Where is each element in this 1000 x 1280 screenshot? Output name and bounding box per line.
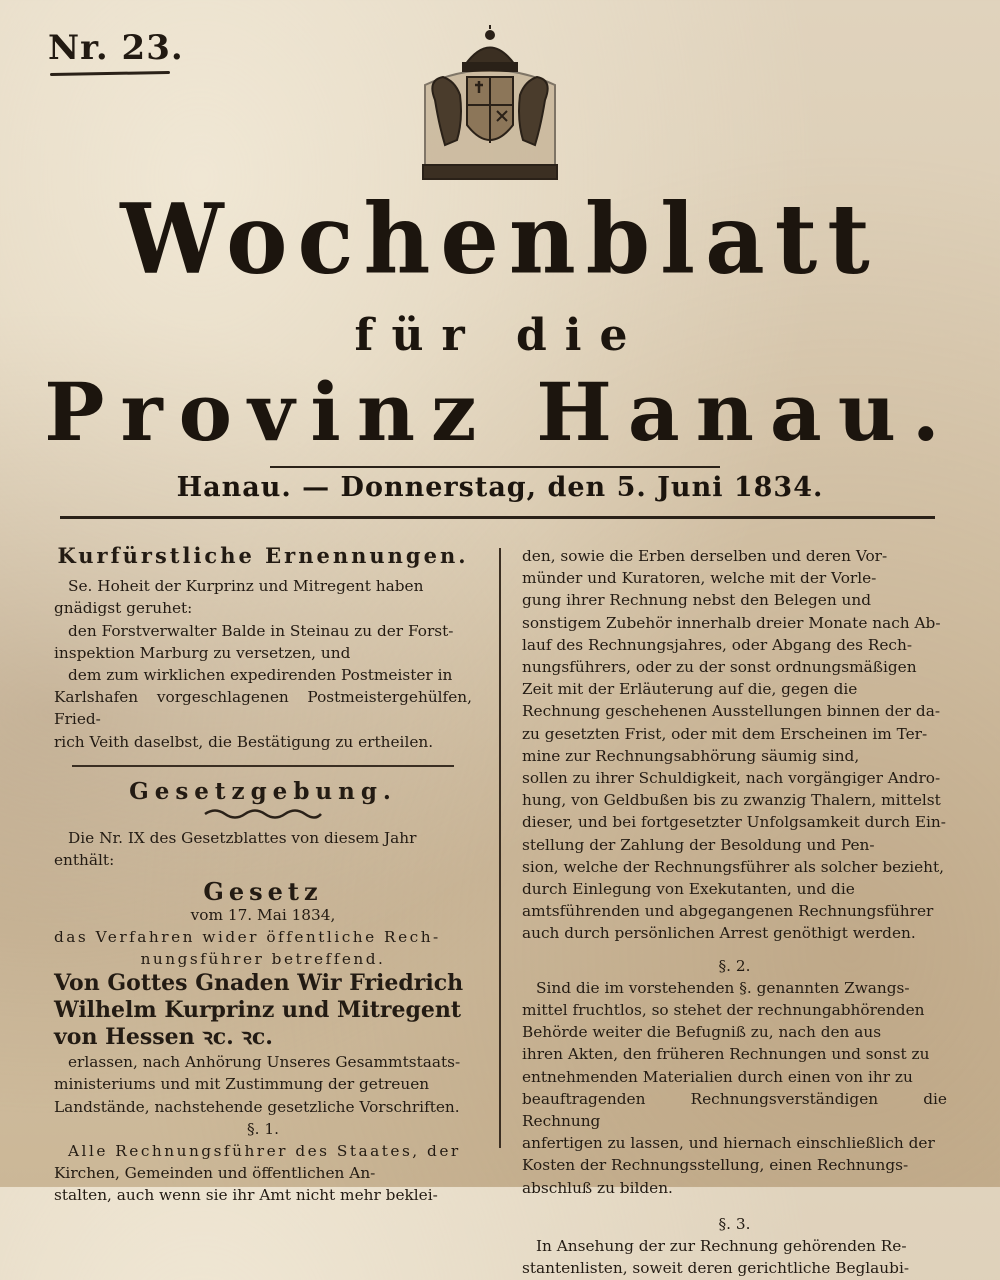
ornament-flourish: [54, 805, 472, 821]
text-line: Karlshafen vorgeschlagenen Postmeistergehülfen, Fried-: [54, 688, 472, 729]
column-divider: [499, 548, 501, 1148]
text-line: Behörde weiter die Befugniß zu, nach den aus: [522, 1023, 882, 1042]
text-line: anfertigen zu lassen, und hiernach einschließlich der: [522, 1134, 935, 1153]
text-line: auch durch persönlichen Arrest genöthigt werden.: [522, 924, 916, 943]
text-line: inspektion Marburg zu versetzen, und: [54, 643, 351, 662]
dateline: Hanau. — Donnerstag, den 5. Juni 1834.: [176, 472, 824, 503]
text-line: nungsführers, oder zu der sonst ordnungsmäßigen: [522, 658, 917, 677]
section-divider: [72, 765, 454, 767]
text-line: sollen zu ihrer Schuldigkeit, nach vorgängiger Andro-: [522, 769, 941, 788]
text-line: Rechnung geschehenen Ausstellungen binnen der da-: [522, 702, 940, 721]
text-line: abschluß zu bilden.: [522, 1178, 673, 1197]
text-line: lauf des Rechnungsjahres, oder Abgang des Rech-: [522, 635, 912, 654]
text-line: sion, welche der Rechnungsführer als solcher bezieht,: [522, 857, 945, 876]
section-heading-appointments: Kurfürstliche Ernennungen.: [57, 543, 469, 568]
text-line: mine zur Rechnungsabhörung säumig sind,: [522, 746, 860, 765]
law-heading: Gesetz: [203, 877, 323, 907]
paragraph-heading: §. 1.: [247, 1119, 279, 1138]
masthead-title: Wochenblatt: [120, 182, 880, 296]
text-line: entnehmenden Materialien durch einen von ihr zu: [522, 1067, 913, 1086]
left-column: [54, 545, 472, 1207]
text-line: beauftragenden Rechnungsverständigen die Rechnung: [522, 1089, 947, 1131]
text-line: dem zum wirklichen expedirenden Postmeister in: [68, 666, 453, 685]
coat-of-arms-icon: [405, 25, 575, 185]
text-line: Kosten der Rechnungsstellung, einen Rechnungs-: [522, 1156, 909, 1175]
masthead-rule-bottom: [60, 516, 935, 519]
text-line: Sind die im vorstehenden §. genannten Zwangs-: [536, 978, 910, 997]
text-line: nungsführer betreffend.: [140, 950, 386, 969]
masthead-rule-top: [270, 466, 720, 468]
text-line: Se. Hoheit der Kurprinz und Mitregent haben: [68, 577, 424, 596]
right-column: [522, 545, 947, 1280]
text-line: sonstigem Zubehör innerhalb dreier Monate nach Ab-: [522, 613, 941, 632]
text-line: mittel fruchtlos, so stehet der rechnungabhörenden: [522, 1001, 925, 1020]
text-line: zu gesetzten Frist, oder mit dem Erscheinen im Ter-: [522, 724, 928, 743]
text-line: Die Nr. IX des Gesetzblattes von diesem Jahr: [68, 829, 417, 848]
text-line: erlassen, nach Anhörung Unseres Gesammtstaats-: [68, 1053, 461, 1072]
text-line: Alle Rechnungsführer des Staates, der: [68, 1142, 461, 1161]
paragraph-heading: §. 2.: [718, 956, 751, 975]
text-line: Kirchen, Gemeinden und öffentlichen An-: [54, 1164, 376, 1183]
issue-number-underline: [50, 71, 170, 76]
text-line: rich Veith daselbst, die Bestätigung zu ertheilen.: [54, 732, 434, 751]
text-line: enthält:: [54, 851, 115, 870]
text-line: amtsführenden und abgegangenen Rechnungsführer: [522, 902, 934, 921]
preamble-line: Wilhelm Kurprinz und Mitregent: [54, 997, 462, 1024]
text-line: In Ansehung der zur Rechnung gehörenden Re-: [536, 1237, 907, 1256]
text-line: stalten, auch wenn sie ihr Amt nicht mehr beklei-: [54, 1186, 438, 1205]
preamble-line: von Hessen ꝛc. ꝛc.: [54, 1024, 273, 1051]
issue-number: Nr. 23.: [48, 28, 184, 68]
text-line: Zeit mit der Erläuterung auf die, gegen die: [522, 680, 858, 699]
text-line: ministeriums und mit Zustimmung der getreuen: [54, 1075, 430, 1094]
text-line: das Verfahren wider öffentliche Rech-: [54, 927, 441, 946]
masthead-province: Provinz Hanau.: [44, 365, 956, 459]
text-line: den, sowie die Erben derselben und deren Vor-: [522, 547, 888, 565]
law-date: vom 17. Mai 1834,: [190, 905, 336, 924]
section-heading-legislation: Gesetzgebung.: [129, 777, 397, 805]
paragraph-heading: §. 3.: [718, 1214, 751, 1233]
text-line: gung ihrer Rechnung nebst den Belegen und: [522, 591, 872, 610]
preamble-line: Von Gottes Gnaden Wir Friedrich: [54, 970, 464, 997]
text-line: den Forstverwalter Balde in Steinau zu der Forst-: [68, 621, 454, 640]
text-line: hung, von Geldbußen bis zu zwanzig Thalern, mittelst: [522, 791, 941, 810]
text-line: gnädigst geruhet:: [54, 599, 193, 618]
text-line: durch Einlegung von Exekutanten, und die: [522, 880, 855, 899]
text-line: ihren Akten, den früheren Rechnungen und sonst zu: [522, 1045, 930, 1064]
text-line: stantenlisten, soweit deren gerichtliche Beglaubi-: [522, 1259, 910, 1278]
masthead-subtitle: für die: [354, 310, 646, 361]
text-line: Landstände, nachstehende gesetzliche Vorschriften.: [54, 1097, 460, 1116]
text-line: münder und Kuratoren, welche mit der Vorle-: [522, 569, 877, 588]
text-line: dieser, und bei fortgesetzter Unfolgsamkeit durch Ein-: [522, 813, 946, 832]
text-line: stellung der Zahlung der Besoldung und Pen-: [522, 835, 875, 854]
